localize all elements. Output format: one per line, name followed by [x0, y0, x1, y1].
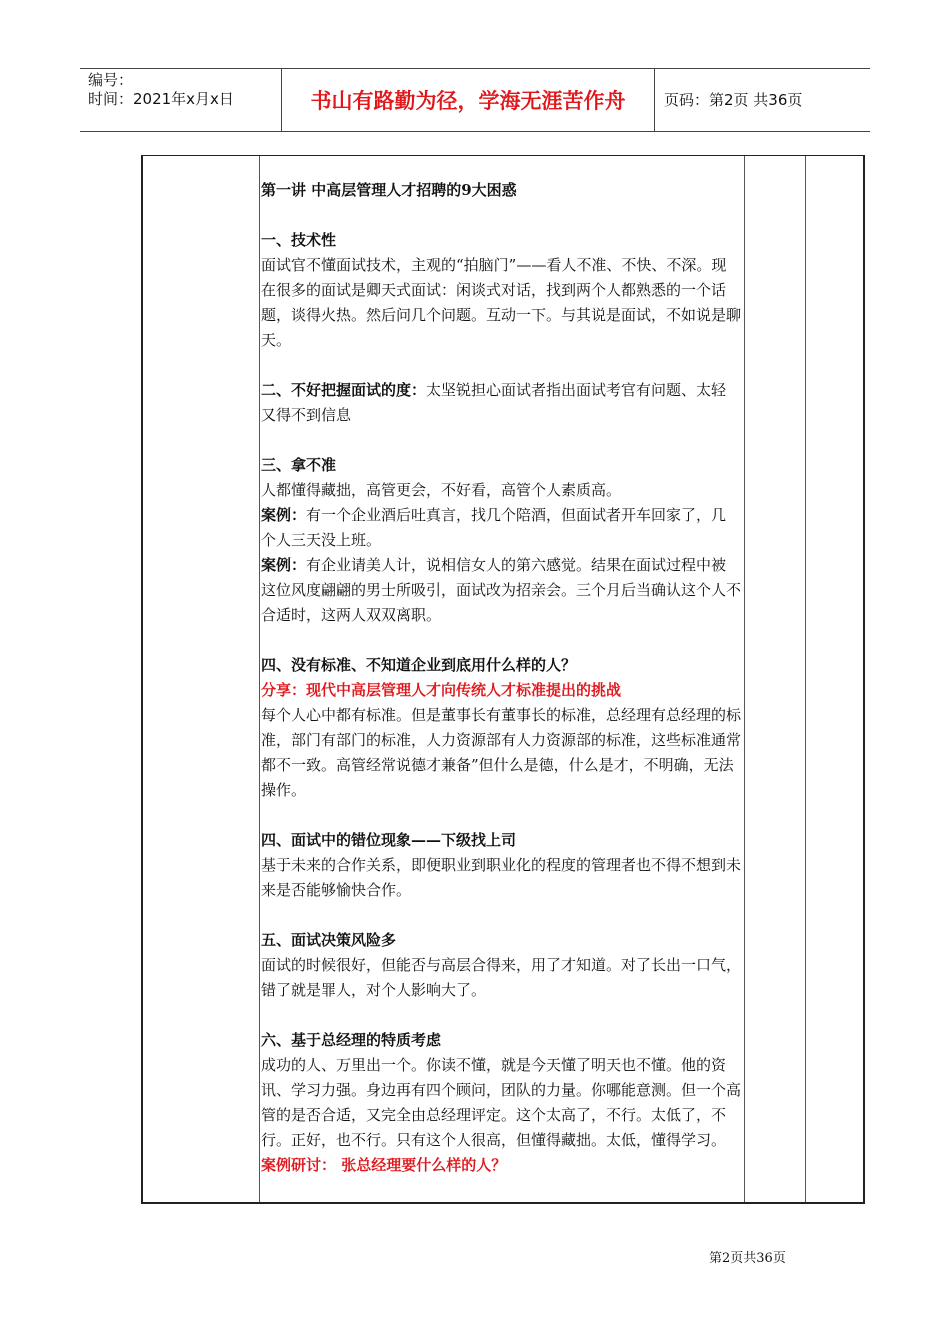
page-header: [80, 68, 870, 132]
header-divider: [654, 69, 655, 131]
case-label: 案例：: [261, 506, 307, 524]
section-text: 面试的时候很好，但能否与高层合得来，用了才知道。对了长出一口气，错了就是罪人，对个人影响大了。: [261, 956, 742, 999]
section-heading: 五、面试决策风险多: [261, 931, 397, 949]
case-study-note: 案例研讨： 张总经理要什么样的人？: [261, 1156, 507, 1174]
case-label: 案例：: [261, 556, 307, 574]
lecture-title: 第一讲 中高层管理人才招聘的9大困惑: [261, 181, 517, 199]
section-heading: 四、没有标准、不知道企业到底用什么样的人？: [261, 656, 577, 674]
lecture-content: [261, 178, 741, 1178]
share-note: 分享：现代中高层管理人才向传统人才标准提出的挑战: [261, 681, 622, 699]
section-heading: 二、不好把握面试的度：: [261, 381, 427, 399]
section-text: 成功的人、万里出一个。你读不懂，就是今天懂了明天也不懂。他的资讯、学习力强。身边再有四个顾问，团队的力量。你哪能意测。但一个高管的是否合适，又完全由总经理评定。这个太高了，不行。太低了，不行。正好，也不行。只有这个人很高，但懂得藏拙。太低，懂得学习。: [261, 1056, 742, 1149]
section-text: 人都懂得藏拙，高管更会，不好看，高管个人素质高。: [261, 481, 622, 499]
case-paragraph: [261, 553, 741, 628]
section-heading: 四、面试中的错位现象——下级找上司: [261, 831, 517, 849]
section-heading: 一、技术性: [261, 231, 337, 249]
table-column-divider: [259, 156, 260, 1202]
case-text: 有企业请美人计，说相信女人的第六感觉。结果在面试过程中被这位风度翩翩的男士所吸引，面试改为招亲会。三个月后当确认这个人不合适时，这两人双双离职。: [261, 556, 742, 624]
header-page-number: 页码：第2页 共36页: [664, 91, 803, 109]
section-paragraph: [261, 378, 741, 428]
table-column-divider: [805, 156, 806, 1202]
number-label: 编号：: [88, 71, 134, 89]
section-text: 每个人心中都有标准。但是董事长有董事长的标准，总经理有总经理的标准，部门有部门的标准，人力资源部有人力资源部的标准，这些标准通常都不一致。高管经常说德才兼备”但什么是德，什么是才，不明确，无法操作。: [261, 706, 742, 799]
header-meta: [88, 71, 283, 109]
section-text: 太坚锐担心面试者指出面试考官有问题、太轻又得不到信息: [261, 381, 727, 424]
header-motto: 书山有路勤为径，学海无涯苦作舟: [310, 89, 626, 113]
section-text: 基于未来的合作关系，即便职业到职业化的程度的管理者也不得不想到未来是否能够愉快合作。: [261, 856, 742, 899]
case-paragraph: [261, 503, 741, 553]
case-text: 有一个企业酒后吐真言，找几个陪酒，但面试者开车回家了，几个人三天没上班。: [261, 506, 727, 549]
section-heading: 六、基于总经理的特质考虑: [261, 1031, 442, 1049]
table-column-divider: [744, 156, 745, 1202]
section-text: 面试官不懂面试技术，主观的“拍脑门”——看人不准、不快、不深。现在很多的面试是卿天式面试：闲谈式对话，找到两个人都熟悉的一个话题，谈得火热。然后问几个问题。互动一下。与其说是面试，不如说是聊天。: [261, 256, 742, 349]
time-label: 时间：2021年x月x日: [88, 90, 234, 108]
footer-page-number: 第2页共36页: [709, 1251, 786, 1266]
section-heading: 三、拿不准: [261, 456, 337, 474]
